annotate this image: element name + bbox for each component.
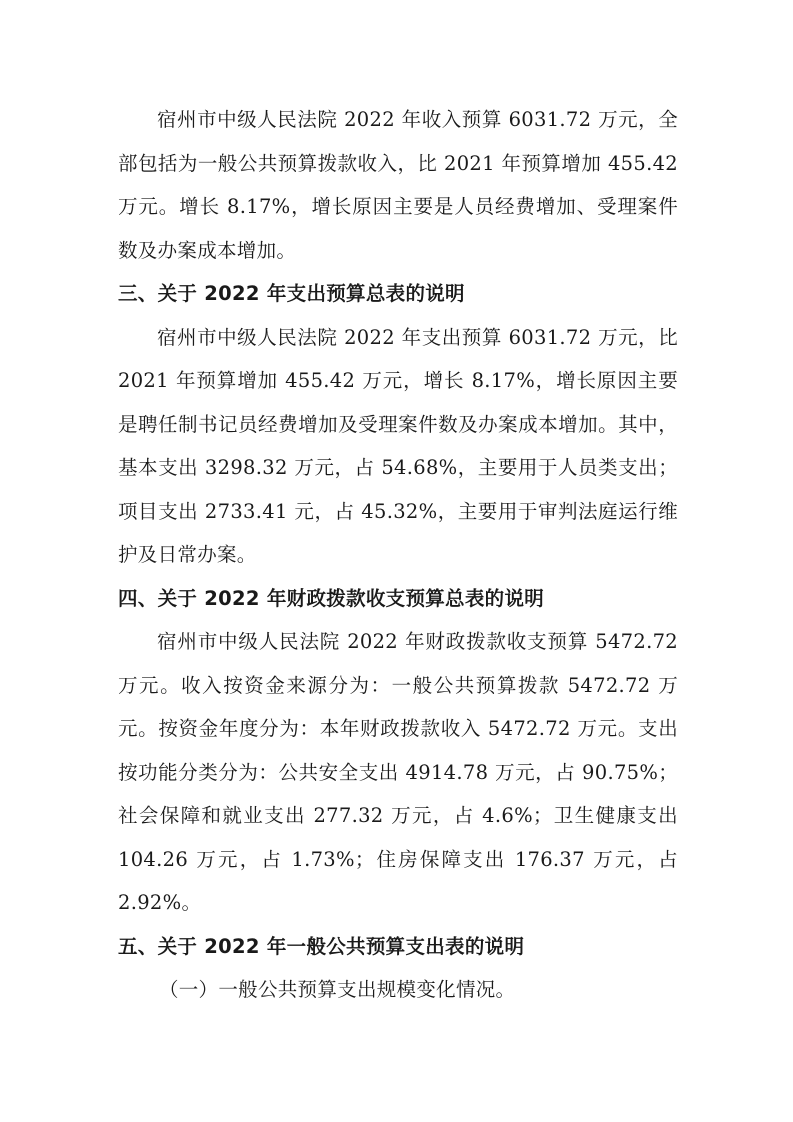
income-budget-paragraph: 宿州市中级人民法院 2022 年收入预算 6031.72 万元，全部包括为一般公共预算拨款收入，比 2021 年预算增加 455.42 万元。增长 8.17%，增长原因主要是人员经费增加、受理案件数及办案成本增加。 xyxy=(118,108,678,262)
fiscal-budget-paragraph: 宿州市中级人民法院 2022 年财政拨款收支预算 5472.72 万元。收入按资金来源分为：一般公共预算拨款 5472.72 万元。按资金年度分为：本年财政拨款收入 5472.72 万元。支出按功能分类分为：公共安全支出 4914.78 万元，占 90.75%；社会保障和就业支出 277.32 万元，占 4.6%；卫生健康支出 104.26 万元，占 1.73%；住房保障支出 176.37 万元，占 2.92%。 xyxy=(118,630,678,914)
section-heading-general-public-expense: 五、关于 2022 年一般公共预算支出表的说明 xyxy=(118,934,525,958)
document-page xyxy=(118,98,678,1012)
subsection-heading-scale-change: （一）一般公共预算支出规模变化情况。 xyxy=(158,978,516,1001)
section-heading-fiscal-summary: 四、关于 2022 年财政拨款收支预算总表的说明 xyxy=(118,586,545,610)
section-heading-expense-summary: 三、关于 2022 年支出预算总表的说明 xyxy=(118,282,465,305)
expense-budget-paragraph: 宿州市中级人民法院 2022 年支出预算 6031.72 万元，比 2021 年预算增加 455.42 万元，增长 8.17%，增长原因主要是聘任制书记员经费增加及受理案件数及办案成本增加。其中，基本支出 3298.32 万元，占 54.68%，主要用于人员类支出；项目支出 2733.41 元，占 45.32%，主要用于审判法庭运行维护及日常办案。 xyxy=(118,325,678,566)
